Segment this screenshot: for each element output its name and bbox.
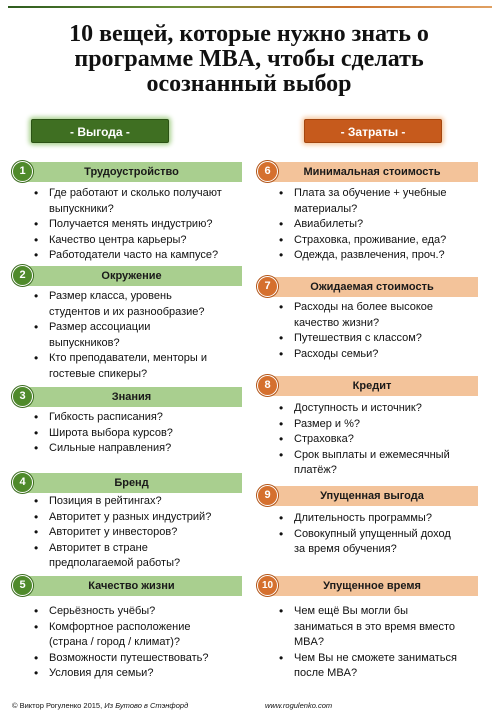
title-line-2: программе MBA, чтобы сделать <box>74 46 424 72</box>
footer-website-link[interactable]: www.rogulenko.com <box>265 701 333 710</box>
section-title: Упущенное время <box>266 576 478 596</box>
item-list <box>277 604 477 682</box>
list-item: • Авторитет в стране предполагаемой работы? <box>32 541 244 572</box>
list-item: • Расходы на более высокое качество жизни? <box>277 300 477 331</box>
list-item: • Кто преподаватели, менторы и гостевые спикеры? <box>32 351 244 382</box>
item-list <box>32 494 244 572</box>
list-item: • Широта выбора курсов? <box>32 426 244 442</box>
list-item: • Качество центра карьеры? <box>32 233 244 249</box>
item-list <box>277 401 477 479</box>
list-item: • Совокупный упущенный доход за время обучения? <box>277 527 477 558</box>
section-number-badge: 2 <box>12 265 33 286</box>
item-list <box>32 410 244 457</box>
section-title: Качество жизни <box>21 576 242 596</box>
list-item: • Работодатели часто на кампусе? <box>32 248 244 264</box>
section-number-badge: 1 <box>12 161 33 182</box>
list-item: • Путешествия с классом? <box>277 331 477 347</box>
section-title: Трудоустройство <box>21 162 242 182</box>
section-number-badge: 8 <box>257 375 278 396</box>
benefit-column-header: - Выгода - <box>31 119 169 143</box>
section-title: Кредит <box>266 376 478 396</box>
item-list <box>32 604 244 682</box>
footer-copyright: © Виктор Рогуленко 2015, Из Бутово в Стэнфорд <box>12 701 189 710</box>
list-item: • Расходы семьи? <box>277 347 477 363</box>
list-item: • Получается менять индустрию? <box>32 217 244 233</box>
list-item: • Условия для семьи? <box>32 666 244 682</box>
list-item: • Авторитет у разных индустрий? <box>32 510 244 526</box>
section-number-badge: 10 <box>257 575 278 596</box>
list-item: • Чем ещё Вы могли бы заниматься в это время вместо MBA? <box>277 604 477 651</box>
list-item: • Чем Вы не сможете заниматься после MBA? <box>277 651 477 682</box>
list-item: • Сильные направления? <box>32 441 244 457</box>
list-item: • Размер класса, уровень студентов и их разнообразие? <box>32 289 244 320</box>
page-title <box>20 22 478 97</box>
top-divider <box>8 6 492 8</box>
section-number-badge: 3 <box>12 386 33 407</box>
footer-book-title: Из Бутово в Стэнфорд <box>104 701 189 710</box>
item-list <box>32 186 244 264</box>
list-item: • Авторитет у инвесторов? <box>32 525 244 541</box>
section-title: Упущенная выгода <box>266 486 478 506</box>
list-item: • Страховка? <box>277 432 477 448</box>
title-line-3: осознанный выбор <box>146 71 352 97</box>
list-item: • Размер и %? <box>277 417 477 433</box>
item-list <box>32 289 244 382</box>
list-item: • Где работают и сколько получают выпускники? <box>32 186 244 217</box>
list-item: • Срок выплаты и ежемесячный платёж? <box>277 448 477 479</box>
section-number-badge: 6 <box>257 161 278 182</box>
section-title: Ожидаемая стоимость <box>266 277 478 297</box>
list-item: • Доступность и источник? <box>277 401 477 417</box>
title-line-1: 10 вещей, которые нужно знать о <box>69 21 429 47</box>
cost-column-header: - Затраты - <box>304 119 442 143</box>
section-number-badge: 4 <box>12 472 33 493</box>
list-item: • Позиция в рейтингах? <box>32 494 244 510</box>
list-item: • Плата за обучение + учебные материалы? <box>277 186 477 217</box>
item-list <box>277 186 477 264</box>
list-item: • Длительность программы? <box>277 511 477 527</box>
section-title: Знания <box>21 387 242 407</box>
section-number-badge: 5 <box>12 575 33 596</box>
list-item: • Серьёзность учёбы? <box>32 604 244 620</box>
section-number-badge: 7 <box>257 276 278 297</box>
list-item: • Комфортное расположение (страна / город / климат)? <box>32 620 244 651</box>
list-item: • Авиабилеты? <box>277 217 477 233</box>
item-list <box>277 511 477 558</box>
section-title: Бренд <box>21 473 242 493</box>
list-item: • Одежда, развлечения, проч.? <box>277 248 477 264</box>
item-list <box>277 300 477 362</box>
list-item: • Размер ассоциации выпускников? <box>32 320 244 351</box>
section-title: Окружение <box>21 266 242 286</box>
section-title: Минимальная стоимость <box>266 162 478 182</box>
section-number-badge: 9 <box>257 485 278 506</box>
list-item: • Возможности путешествовать? <box>32 651 244 667</box>
list-item: • Страховка, проживание, еда? <box>277 233 477 249</box>
list-item: • Гибкость расписания? <box>32 410 244 426</box>
